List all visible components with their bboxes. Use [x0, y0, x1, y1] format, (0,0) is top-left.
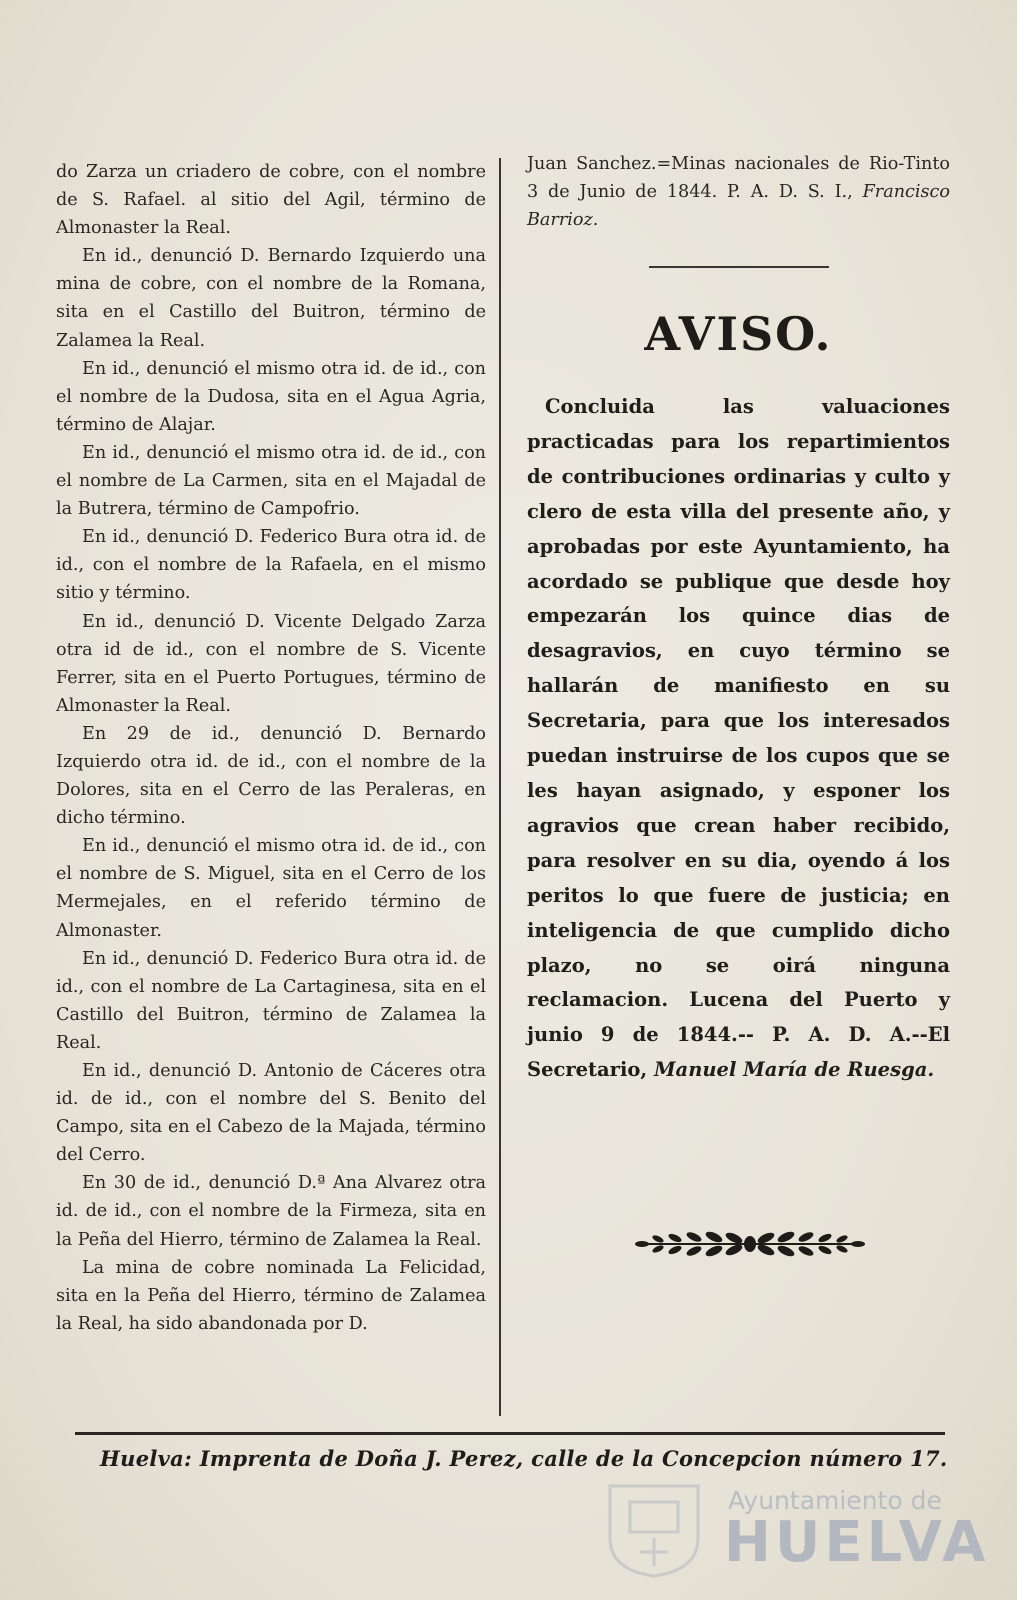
left-paragraph-8: En id., denunció el mismo otra id. de id., con el nombre de S. Miguel, sita en el Cerro de los Mermejales, en el referido término de Almonaster. [56, 836, 486, 941]
section-divider [649, 266, 829, 268]
right-column [527, 150, 950, 1088]
left-paragraph-9: En id., denunció D. Federico Bura otra id. de id., con el nombre de La Cartaginesa, sita en el Castillo del Buitron, término de Zalamea la Real. [56, 948, 486, 1053]
mining-notice-signature: Francisco Barrioz. [527, 182, 950, 230]
notice-signature: Manuel María de Ruesga. [653, 1058, 935, 1082]
footer-rule [75, 1432, 945, 1435]
column-divider [499, 158, 501, 1416]
mining-notice-closing [527, 150, 950, 234]
left-paragraph-7: En 29 de id., denunció D. Bernardo Izquierdo otra id. de id., con el nombre de la Dolores, sita en el Cerro de las Peraleras, en dicho término. [56, 723, 486, 829]
left-paragraph-5: En id., denunció D. Federico Bura otra id. de id., con el nombre de la Rafaela, en el mismo sitio y término. [56, 527, 486, 604]
left-paragraph-4: En id., denunció el mismo otra id. de id., con el nombre de La Carmen, sita en el Majadal de la Butrera, término de Campofrio. [56, 442, 486, 520]
left-paragraph-1: do Zarza un criadero de cobre, con el nombre de S. Rafael. al sitio del Agil, término de Almonaster la Real. [56, 162, 486, 239]
left-paragraph-11: En 30 de id., denunció D.ª Ana Alvarez otra id. de id., con el nombre de la Firmeza, sita en la Peña del Hierro, término de Zalamea la Real. [56, 1173, 486, 1250]
left-column [56, 158, 486, 1338]
watermark-line-2: HUELVA [724, 1510, 990, 1575]
ornament-icon [630, 1222, 870, 1266]
notice-body [527, 390, 950, 1088]
left-paragraph-10: En id., denunció D. Antonio de Cáceres otra id. de id., con el nombre del S. Benito del Campo, sita en el Cabezo de la Majada, término del Cerro. [56, 1061, 486, 1166]
left-paragraph-6: En id., denunció D. Vicente Delgado Zarza otra id de id., con el nombre de S. Vicente Ferrer, sita en el Puerto Portugues, término de Almonaster la Real. [56, 611, 486, 716]
left-paragraph-12: La mina de cobre nominada La Felicidad, sita en la Peña del Hierro, término de Zalamea la Real, ha sido abandonada por D. [56, 1257, 486, 1334]
mining-notice-text: Juan Sanchez.=Minas nacionales de Rio-Tinto 3 de Junio de 1844. P. A. D. S. I., [527, 154, 950, 202]
left-paragraph-2: En id., denunció D. Bernardo Izquierdo una mina de cobre, con el nombre de la Romana, sita en el Castillo del Buitron, término de Zalamea la Real. [56, 246, 486, 351]
watermark-line-1: Ayuntamiento de [728, 1486, 942, 1515]
notice-title: AVISO. [644, 307, 833, 361]
printer-imprint: Huelva: Imprenta de Doña J. Perez, calle de la Concepcion número 17. [100, 1446, 948, 1471]
left-paragraph-3: En id., denunció el mismo otra id. de id., con el nombre de la Dudosa, sita en el Agua Agria, término de Alajar. [56, 358, 486, 435]
notice-body-text: Concluida las valuaciones practicadas para los repartimientos de contribuciones ordinarias y culto y clero de esta villa del presente año, y aprobadas por este Ayuntamiento, ha acordado se publique que desde hoy empezarán los quince dias de desagravios, en cuyo término se hallarán de manifiesto en su Secretaria, para que los interesados puedan instruirse de los cupos que se les hayan asignado, y esponer los agravios que crean haber recibido, para resolver en su dia, oyendo á los peritos lo que fuere de justicia; en inteligencia de que cumplido dicho plazo, no se oirá ninguna reclamacion. Lucena del Puerto y junio 9 de 1844.-- P. A. D. A.--El Secretario, [527, 395, 950, 1082]
